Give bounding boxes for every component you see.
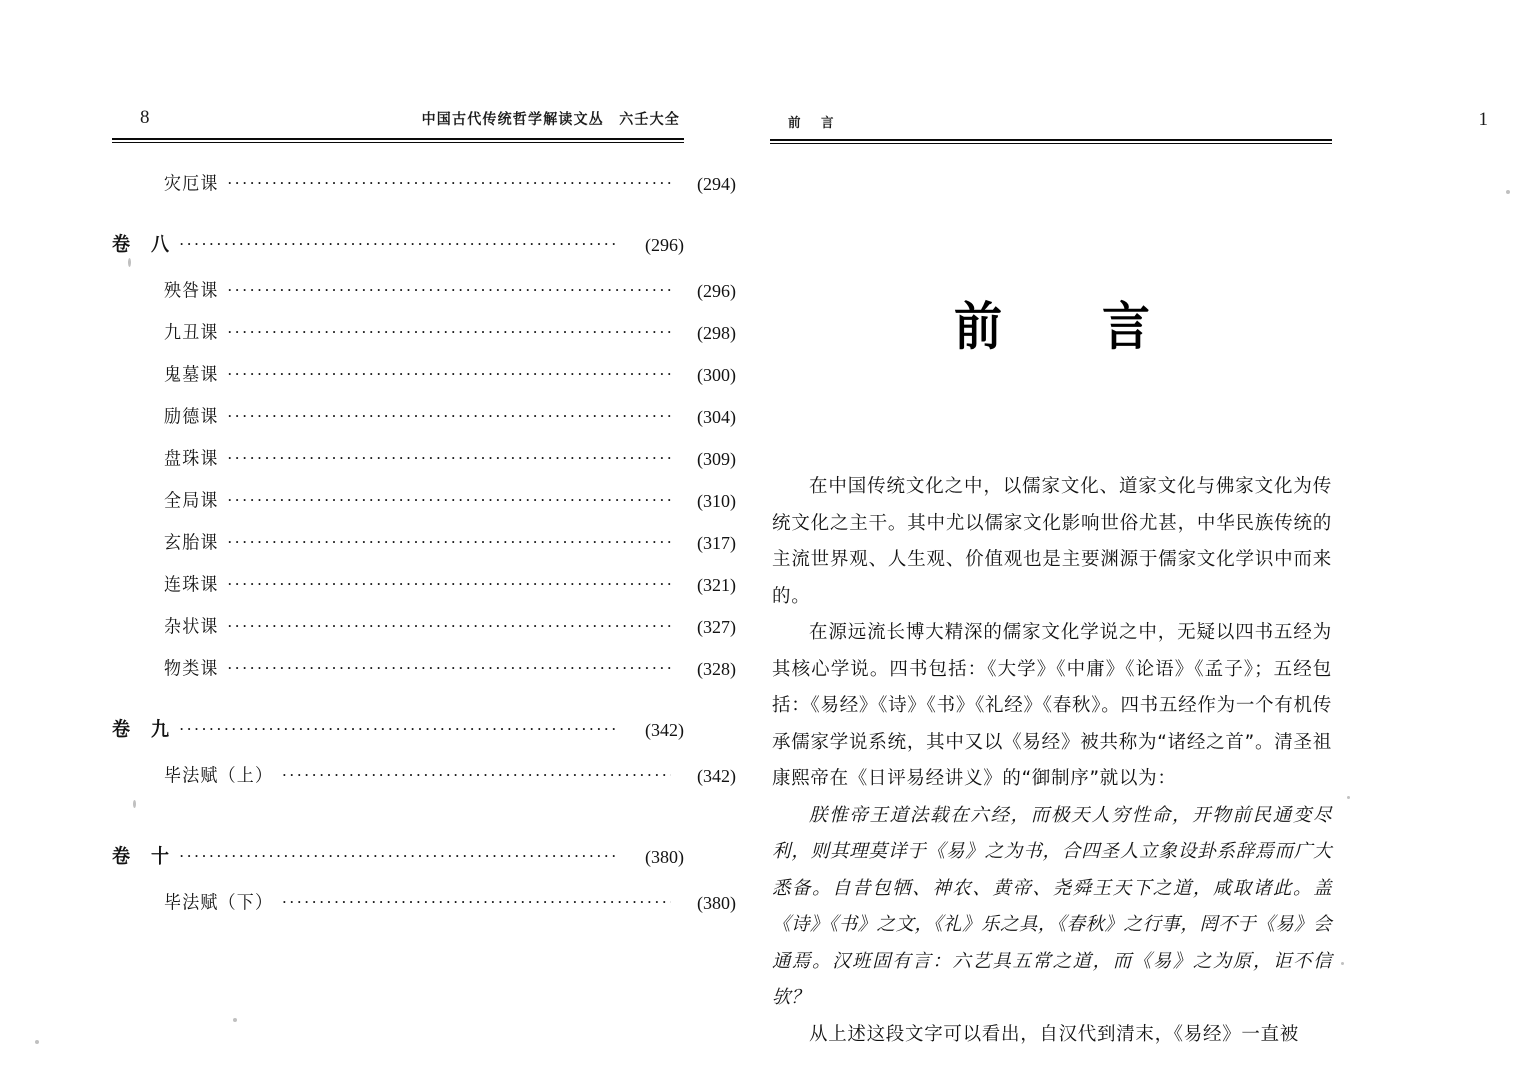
right-page-running-head	[788, 110, 1488, 129]
toc-entry-label: 连珠课	[164, 574, 219, 596]
preface-body	[772, 469, 1332, 1053]
scan-speckle	[1341, 962, 1344, 965]
toc-row[interactable]	[112, 655, 736, 680]
preface-title: 前 言	[953, 297, 1176, 358]
toc-dot-leader	[228, 491, 671, 507]
toc-dot-leader	[180, 235, 620, 251]
scan-speckle	[1347, 796, 1350, 799]
toc-entry-page: (317)	[697, 533, 736, 553]
toc-entry-page: (300)	[697, 365, 736, 385]
toc-row[interactable]	[112, 403, 736, 428]
toc-dot-leader	[282, 766, 671, 782]
toc-entry-label: 灾厄课	[164, 173, 219, 195]
left-page-running-head	[140, 108, 680, 127]
toc-entry-label: 毕法赋（下）	[164, 892, 274, 914]
toc-row[interactable]	[112, 445, 736, 470]
toc-dot-leader	[228, 659, 671, 675]
left-page-header-rule	[112, 138, 684, 143]
toc-row[interactable]	[112, 843, 684, 869]
toc-dot-leader	[228, 365, 671, 381]
toc-row[interactable]	[112, 571, 736, 596]
toc-entry-page: (327)	[697, 617, 736, 637]
toc-entry-label: 物类课	[164, 658, 219, 680]
preface-paragraph: 从上述这段文字可以看出，自汉代到清末，《易经》一直被	[809, 1023, 1299, 1045]
toc-entry-label: 毕法赋（上）	[164, 765, 274, 787]
toc-entry-page: (309)	[697, 449, 736, 469]
toc-entry-label: 全局课	[164, 490, 219, 512]
front-matter	[772, 170, 1332, 1053]
toc-entry-label: 励德课	[164, 406, 219, 428]
scan-speckle	[128, 258, 131, 267]
left-page-folio: 8	[140, 107, 150, 128]
right-page-running-title: 前 言	[788, 114, 838, 130]
toc-entry-page: (380)	[645, 847, 684, 867]
toc-entry-page: (342)	[645, 720, 684, 740]
toc-row[interactable]	[112, 613, 736, 638]
toc-entry-page: (294)	[697, 174, 736, 194]
toc-entry-page: (304)	[697, 407, 736, 427]
toc-row[interactable]	[112, 529, 736, 554]
toc-entry-page: (310)	[697, 491, 736, 511]
toc-entry-page: (298)	[697, 323, 736, 343]
toc-dot-leader	[228, 323, 671, 339]
toc-dot-leader	[228, 617, 671, 633]
toc-entry-label: 殃咎课	[164, 280, 219, 302]
preface-paragraph: 在源远流长博大精深的儒家文化学说之中，无疑以四书五经为其核心学说。四书包括：《大学》《中庸》《论语》《孟子》；五经包括：《易经》《诗》《书》《礼经》《春秋》。四书五经作为一个有机传承儒家学说系统，其中又以《易经》被共称为“诸经之首”。清圣祖康熙帝在《日评易经讲义》的“御制序”就以为：	[772, 622, 1332, 789]
toc-entry-label: 鬼墓课	[164, 364, 219, 386]
preface-paragraph: 在中国传统文化之中，以儒家文化、道家文化与佛家文化为传统文化之主干。其中尤以儒家文化影响世俗尤甚，中华民族传统的主流世界观、人生观、价值观也是主要渊源于儒家文化学识中而来的。	[772, 476, 1332, 607]
right-page-header-rule	[770, 139, 1332, 144]
toc-row[interactable]	[112, 277, 736, 302]
toc-entry-label: 九丑课	[164, 322, 219, 344]
toc-entry-label: 卷 八	[112, 233, 171, 256]
right-page	[758, 0, 1516, 1067]
toc-dot-leader	[180, 847, 620, 863]
right-page-folio: 1	[1478, 109, 1488, 130]
toc-dot-leader	[228, 281, 671, 297]
toc-row[interactable]	[112, 170, 736, 195]
toc-entry-label: 杂状课	[164, 616, 219, 638]
scan-speckle	[1506, 190, 1510, 194]
toc-entry-page: (296)	[697, 281, 736, 301]
toc-entry-label: 卷 九	[112, 718, 171, 741]
toc-row[interactable]	[112, 487, 736, 512]
table-of-contents	[112, 170, 736, 931]
toc-dot-leader	[228, 449, 671, 465]
toc-entry-label: 卷 十	[112, 845, 171, 868]
toc-entry-page: (296)	[645, 235, 684, 255]
toc-entry-page: (380)	[697, 893, 736, 913]
toc-row[interactable]	[112, 319, 736, 344]
toc-dot-leader	[228, 533, 671, 549]
toc-row[interactable]	[112, 231, 684, 257]
toc-entry-label: 玄胎课	[164, 532, 219, 554]
scan-speckle	[233, 1018, 237, 1022]
preface-quote: 朕惟帝王道法载在六经，而极天人穷性命，开物前民通变尽利，则其理莫详于《易》之为书，合四圣人立象设卦系辞焉而广大悉备。自昔包牺、神农、黄帝、尧舜王天下之道，咸取诸此。盖《诗》《书》之文，《礼》乐之具，《春秋》之行事，罔不于《易》会通焉。汉班固有言：六艺具五常之道，而《易》之为原，讵不信欤？	[772, 805, 1332, 1008]
toc-entry-page: (342)	[697, 766, 736, 786]
toc-entry-page: (321)	[697, 575, 736, 595]
toc-row[interactable]	[112, 716, 684, 742]
scan-speckle	[35, 1040, 39, 1044]
toc-dot-leader	[228, 575, 671, 591]
toc-row[interactable]	[112, 361, 736, 386]
toc-row[interactable]	[112, 889, 736, 914]
toc-dot-leader	[228, 174, 671, 190]
toc-row[interactable]	[112, 762, 736, 787]
toc-entry-page: (328)	[697, 659, 736, 679]
left-page-running-title: 中国古代传统哲学解读文丛 六壬大全	[421, 111, 680, 129]
toc-dot-leader	[282, 893, 671, 909]
toc-dot-leader	[180, 720, 620, 736]
scan-speckle	[133, 800, 136, 808]
toc-dot-leader	[228, 407, 671, 423]
toc-entry-label: 盘珠课	[164, 448, 219, 470]
